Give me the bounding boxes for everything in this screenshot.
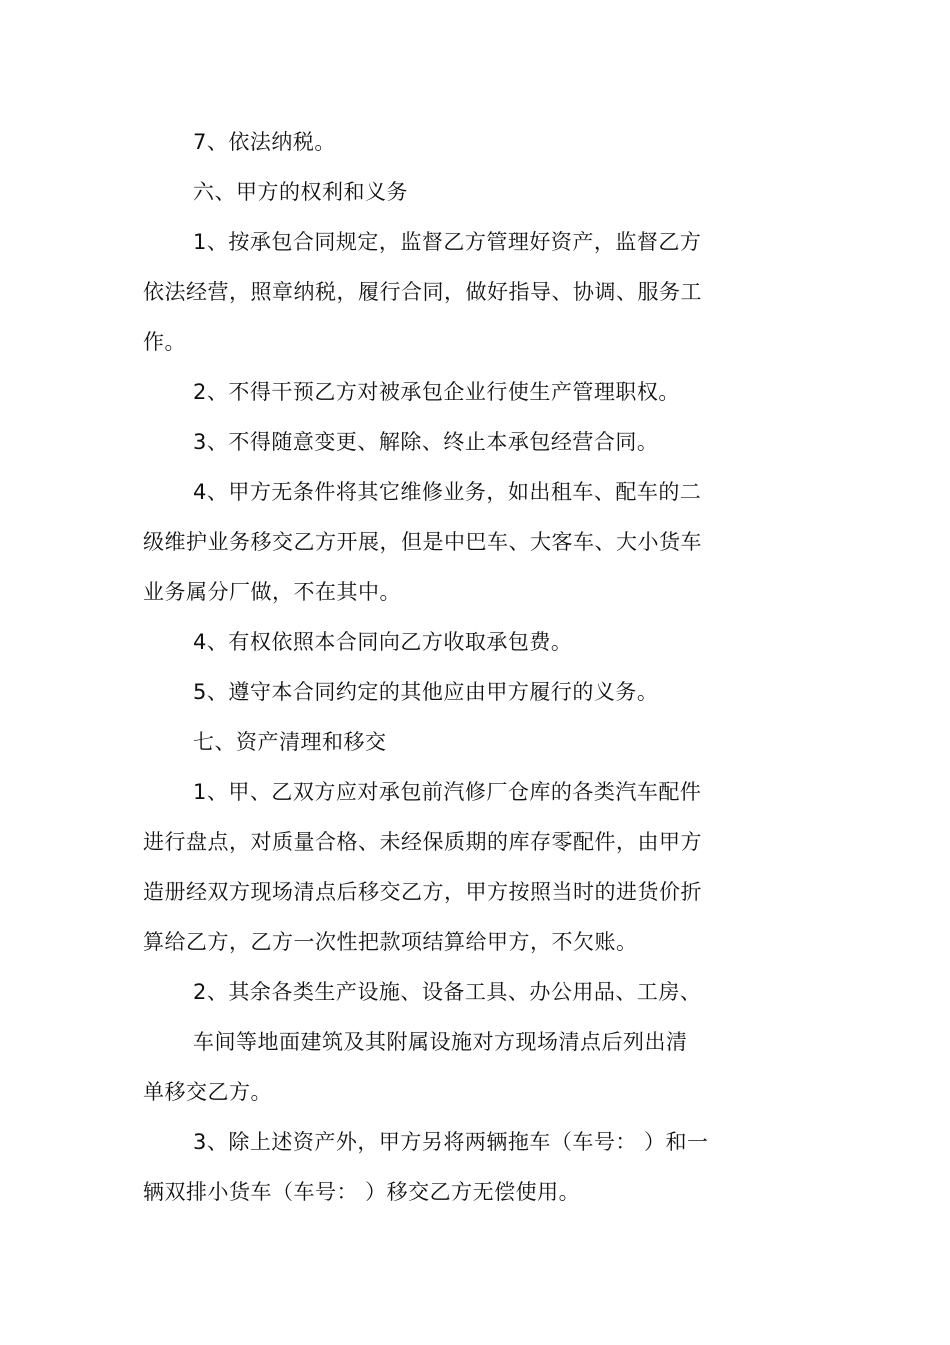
- section-heading: 七、资产清理和移交: [193, 730, 387, 754]
- text-line: 业务属分厂做，不在其中。: [143, 580, 401, 604]
- text-line: 2、其余各类生产设施、设备工具、办公用品、工房、: [193, 980, 702, 1004]
- text-line: 单移交乙方。: [143, 1080, 272, 1104]
- text-line: 级维护业务移交乙方开展，但是中巴车、大客车、大小货车: [143, 530, 702, 554]
- text-line: 辆双排小货车（车号： ）移交乙方无偿使用。: [143, 1180, 581, 1204]
- text-line: 1、按承包合同规定，监督乙方管理好资产，监督乙方: [193, 230, 702, 254]
- text-line: 进行盘点，对质量合格、未经保质期的库存零配件，由甲方: [143, 830, 702, 854]
- text-line: 2、不得干预乙方对被承包企业行使生产管理职权。: [193, 380, 680, 404]
- text-line: 3、除上述资产外，甲方另将两辆拖车（车号： ）和一: [193, 1130, 709, 1154]
- text-line: 3、不得随意变更、解除、终止本承包经营合同。: [193, 430, 659, 454]
- text-line: 依法经营，照章纳税，履行合同，做好指导、协调、服务工: [143, 280, 702, 304]
- text-line: 车间等地面建筑及其附属设施对方现场清点后列出清: [193, 1030, 688, 1054]
- text-line: 5、遵守本合同约定的其他应由甲方履行的义务。: [193, 680, 659, 704]
- text-line: 作。: [143, 330, 186, 354]
- text-line: 7、依法纳税。: [193, 130, 336, 154]
- text-line: 4、甲方无条件将其它维修业务，如出租车、配车的二: [193, 480, 702, 504]
- text-line: 4、有权依照本合同向乙方收取承包费。: [193, 630, 573, 654]
- section-heading: 六、甲方的权利和义务: [193, 180, 408, 204]
- text-line: 1、甲、乙双方应对承包前汽修厂仓库的各类汽车配件: [193, 780, 702, 804]
- text-line: 造册经双方现场清点后移交乙方，甲方按照当时的进货价折: [143, 880, 702, 904]
- text-line: 算给乙方，乙方一次性把款项结算给甲方，不欠账。: [143, 930, 638, 954]
